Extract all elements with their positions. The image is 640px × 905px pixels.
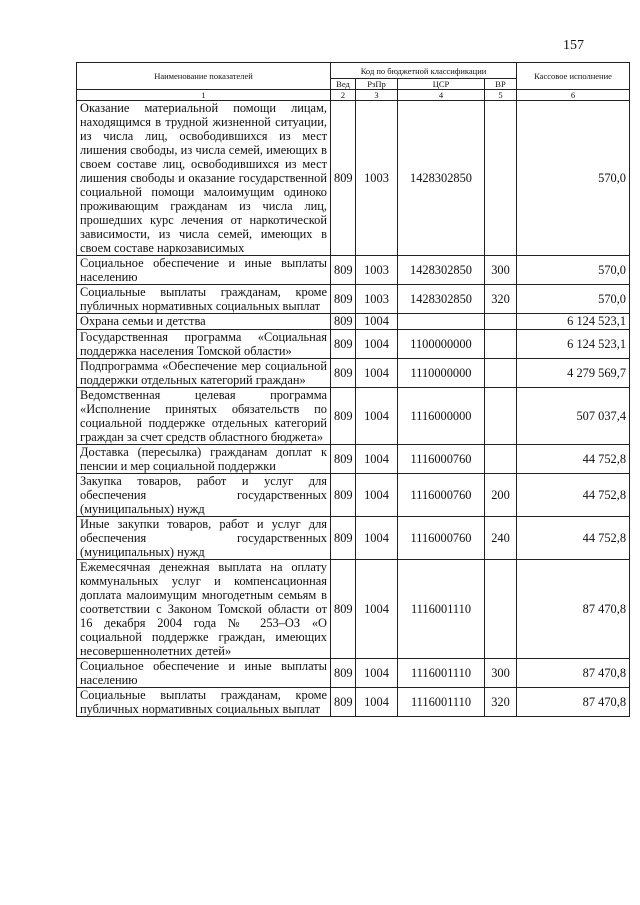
row-csr: 1116001110 bbox=[398, 688, 485, 717]
header-rzpr: РзПр bbox=[356, 79, 398, 90]
header-vr: ВР bbox=[485, 79, 517, 90]
row-name: Социальные выплаты гражданам, кроме публичных нормативных социальных выплат bbox=[77, 688, 331, 717]
header-amount: Кассовое исполнение bbox=[517, 63, 630, 90]
row-rzpr: 1004 bbox=[356, 659, 398, 688]
row-rzpr: 1004 bbox=[356, 517, 398, 560]
row-amount: 44 752,8 bbox=[517, 474, 630, 517]
table-row bbox=[77, 688, 630, 717]
row-csr: 1428302850 bbox=[398, 256, 485, 285]
row-amount: 87 470,8 bbox=[517, 560, 630, 659]
row-ved: 809 bbox=[331, 285, 356, 314]
row-name: Подпрограмма «Обеспечение мер социальной поддержки отдельных категорий граждан» bbox=[77, 359, 331, 388]
table-row bbox=[77, 101, 630, 256]
row-amount: 44 752,8 bbox=[517, 517, 630, 560]
row-ved: 809 bbox=[331, 474, 356, 517]
table-row bbox=[77, 330, 630, 359]
row-vr bbox=[485, 560, 517, 659]
row-vr bbox=[485, 359, 517, 388]
row-csr: 1116000760 bbox=[398, 445, 485, 474]
row-vr bbox=[485, 330, 517, 359]
row-csr: 1116000000 bbox=[398, 388, 485, 445]
row-vr: 300 bbox=[485, 659, 517, 688]
row-vr: 320 bbox=[485, 285, 517, 314]
row-ved: 809 bbox=[331, 560, 356, 659]
row-rzpr: 1004 bbox=[356, 388, 398, 445]
row-ved: 809 bbox=[331, 330, 356, 359]
row-rzpr: 1004 bbox=[356, 359, 398, 388]
row-rzpr: 1003 bbox=[356, 285, 398, 314]
row-amount: 87 470,8 bbox=[517, 659, 630, 688]
table-row bbox=[77, 256, 630, 285]
row-ved: 809 bbox=[331, 688, 356, 717]
column-number: 4 bbox=[398, 90, 485, 101]
row-vr bbox=[485, 388, 517, 445]
row-ved: 809 bbox=[331, 256, 356, 285]
row-csr: 1116000760 bbox=[398, 474, 485, 517]
row-rzpr: 1004 bbox=[356, 330, 398, 359]
row-ved: 809 bbox=[331, 445, 356, 474]
row-csr: 1428302850 bbox=[398, 285, 485, 314]
row-vr: 300 bbox=[485, 256, 517, 285]
row-amount: 507 037,4 bbox=[517, 388, 630, 445]
row-rzpr: 1004 bbox=[356, 314, 398, 330]
row-ved: 809 bbox=[331, 388, 356, 445]
header-ved: Вед bbox=[331, 79, 356, 90]
row-csr: 1116001110 bbox=[398, 659, 485, 688]
header-csr: ЦСР bbox=[398, 79, 485, 90]
row-name: Доставка (пересылка) гражданам доплат к пенсии и мер социальной поддержки bbox=[77, 445, 331, 474]
page-number: 157 bbox=[563, 38, 584, 53]
row-amount: 44 752,8 bbox=[517, 445, 630, 474]
table-row bbox=[77, 388, 630, 445]
row-vr bbox=[485, 101, 517, 256]
table-row bbox=[77, 314, 630, 330]
column-numbers-row bbox=[77, 90, 630, 101]
row-name: Социальные выплаты гражданам, кроме публичных нормативных социальных выплат bbox=[77, 285, 331, 314]
row-rzpr: 1004 bbox=[356, 445, 398, 474]
table-row bbox=[77, 659, 630, 688]
row-ved: 809 bbox=[331, 659, 356, 688]
row-csr: 1100000000 bbox=[398, 330, 485, 359]
budget-execution-table bbox=[76, 62, 630, 717]
row-amount: 570,0 bbox=[517, 101, 630, 256]
header-name: Наименование показателей bbox=[77, 63, 331, 90]
row-amount: 570,0 bbox=[517, 256, 630, 285]
row-vr: 240 bbox=[485, 517, 517, 560]
column-number: 3 bbox=[356, 90, 398, 101]
row-amount: 87 470,8 bbox=[517, 688, 630, 717]
header-code-group: Код по бюджетной классификации bbox=[331, 63, 517, 79]
row-name: Ведомственная целевая программа «Исполнение принятых обязательств по социальной поддержке отдельных категорий граждан за счет средств областного бюджета» bbox=[77, 388, 331, 445]
row-vr bbox=[485, 445, 517, 474]
row-rzpr: 1004 bbox=[356, 474, 398, 517]
row-vr bbox=[485, 314, 517, 330]
table-row bbox=[77, 474, 630, 517]
row-amount: 570,0 bbox=[517, 285, 630, 314]
row-vr: 200 bbox=[485, 474, 517, 517]
row-amount: 6 124 523,1 bbox=[517, 330, 630, 359]
table-row bbox=[77, 359, 630, 388]
row-name: Социальное обеспечение и иные выплаты населению bbox=[77, 659, 331, 688]
row-csr: 1116001110 bbox=[398, 560, 485, 659]
row-name: Иные закупки товаров, работ и услуг для обеспечения государственных (муниципальных) нужд bbox=[77, 517, 331, 560]
row-csr: 1428302850 bbox=[398, 101, 485, 256]
column-number: 2 bbox=[331, 90, 356, 101]
table-row bbox=[77, 285, 630, 314]
column-number: 6 bbox=[517, 90, 630, 101]
row-csr bbox=[398, 314, 485, 330]
row-vr: 320 bbox=[485, 688, 517, 717]
row-rzpr: 1004 bbox=[356, 688, 398, 717]
table-row bbox=[77, 517, 630, 560]
row-rzpr: 1004 bbox=[356, 560, 398, 659]
row-ved: 809 bbox=[331, 101, 356, 256]
row-ved: 809 bbox=[331, 359, 356, 388]
row-name: Охрана семьи и детства bbox=[77, 314, 331, 330]
row-ved: 809 bbox=[331, 314, 356, 330]
row-rzpr: 1003 bbox=[356, 101, 398, 256]
row-name: Закупка товаров, работ и услуг для обеспечения государственных (муниципальных) нужд bbox=[77, 474, 331, 517]
table-row bbox=[77, 560, 630, 659]
row-rzpr: 1003 bbox=[356, 256, 398, 285]
row-name: Оказание материальной помощи лицам, находящимся в трудной жизненной ситуации, из числа лиц, освободившихся из мест лишения свободы, из числа семей, имеющих в своем составе лиц, освободившихся из мест лишения свободы и оказание государственной социальной помощи малоимущим одиноко проживающим гражданам из числа лиц, прошедших курс лечения от наркотической зависимости, из числа семей, имеющих в своем составе наркозависимых bbox=[77, 101, 331, 256]
row-amount: 4 279 569,7 bbox=[517, 359, 630, 388]
column-number: 5 bbox=[485, 90, 517, 101]
row-ved: 809 bbox=[331, 517, 356, 560]
row-csr: 1110000000 bbox=[398, 359, 485, 388]
column-number: 1 bbox=[77, 90, 331, 101]
table-row bbox=[77, 445, 630, 474]
row-name: Ежемесячная денежная выплата на оплату коммунальных услуг и компенсационная доплата малоимущим многодетным семьям в соответствии с Законом Томской области от 16 декабря 2004 года № 253–ОЗ «О социальной поддержке граждан, имеющих несовершеннолетних детей» bbox=[77, 560, 331, 659]
row-name: Государственная программа «Социальная поддержка населения Томской области» bbox=[77, 330, 331, 359]
row-amount: 6 124 523,1 bbox=[517, 314, 630, 330]
row-name: Социальное обеспечение и иные выплаты населению bbox=[77, 256, 331, 285]
row-csr: 1116000760 bbox=[398, 517, 485, 560]
